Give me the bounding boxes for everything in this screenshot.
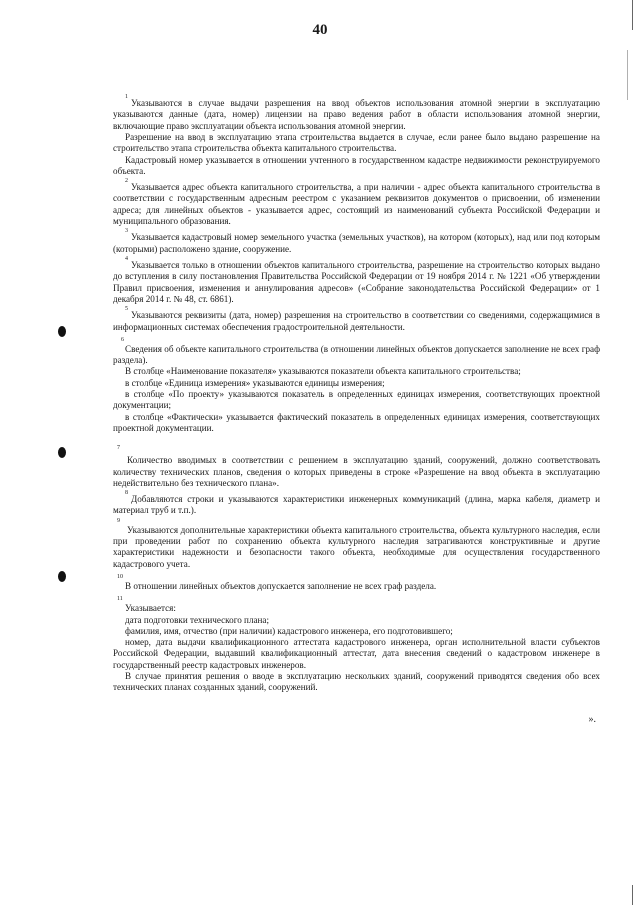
- footnote-2-text: $^2$Указывается адрес объекта капитального строительства, а при наличии - адрес объекта капитального строительства в соответствии с государственным адресным реестром с указанием реквизитов документов о присвоении, об изменении адреса; для линейных объектов - указывается адрес, состоящий из наименований субъекта Российской Федерации и муниципального образования.: [113, 178, 600, 227]
- footnote-9-marker: 9: [117, 517, 120, 524]
- scan-edge-line: [627, 50, 628, 100]
- footnote-6-paragraph: в столбце «Единица измерения» указываются единицы измерения;: [125, 377, 385, 388]
- footnote-11-paragraph: В случае принятия решения о вводе в эксплуатацию нескольких зданий, сооружений приводятся сведения обо всех технических планах созданных зданий, сооружений.: [113, 671, 600, 693]
- footnote-3-text: $^3$Указывается кадастровый номер земельного участка (земельных участков), на котором (которых), над или под которым (которыми) расположено здание, сооружение.: [113, 228, 600, 254]
- footnote-10-marker: 10: [117, 573, 123, 580]
- footnote-3-marker: 3: [125, 228, 128, 235]
- scan-edge-line: [632, 0, 634, 30]
- footnote-6-marker: 6: [121, 336, 124, 343]
- footnote-11-paragraph: Указывается:: [125, 603, 176, 614]
- footnote-6-paragraph: в столбце «По проекту» указываются показатель в определенных единицах измерения, соответствующих проектной документации;: [113, 389, 600, 411]
- footnote-7-marker: 7: [117, 445, 120, 452]
- footnote-4-text: $^4$Указывается только в отношении объектов капитального строительства, разрешение на строительство которых выдано до вступления в силу постановления Правительства Российской Федерации от 19 ноября 2014 г. № 1221 «Об утверждении Правил присвоения, изменения и аннулирования адресов» («Собрание законодательства Российской Федерации» от 1 декабря 2014 г. № 48, ст. 6861).: [113, 256, 600, 304]
- footnote-8-text: $^8$Добавляются строки и указываются характеристики инженерных коммуникаций (длина, марка кабеля, диаметр и материал труб и т.п.).: [113, 490, 600, 516]
- footnote-1-paragraph: Кадастровый номер указывается в отношении учтенного в государственном кадастре недвижимости реконструируемого объекта.: [113, 154, 600, 176]
- footnote-11-marker: 11: [117, 596, 123, 603]
- footnote-6-paragraph: в столбце «Фактически» указывается фактический показатель в определенных единицах измерения, соответствующих проектной документации.: [113, 411, 600, 433]
- footnote-6-paragraph: В столбце «Наименование показателя» указываются показатели объекта капитального строительства;: [125, 366, 521, 377]
- footnote-10-paragraph: В отношении линейных объектов допускается заполнение не всех граф раздела.: [125, 580, 437, 591]
- punch-hole-icon: [58, 571, 66, 582]
- footnote-11-paragraph: дата подготовки технического плана;: [125, 614, 270, 625]
- footnote-1-marker: 1: [125, 94, 128, 100]
- footnote-8-marker: 8: [125, 490, 128, 497]
- footnote-7-paragraph: Количество вводимых в соответствии с решением в эксплуатацию зданий, сооружений, должно соответствовать количеству технических планов, сведения о которых приведены в строке «Разрешение на ввод объекта в эксплуатацию недействительно без технического плана».: [113, 455, 600, 488]
- footnote-9-paragraph: Указываются дополнительные характеристики объекта капитального строительства, объекта культурного наследия, если при проведении работ по сохранению объекта культурного наследия затрагиваются конструктивные и другие характеристики надежности и безопасности такого объекта, необходимые для осуществления государственного кадастрового учета.: [113, 524, 600, 569]
- closing-quote-mark: ».: [588, 713, 596, 725]
- punch-hole-icon: [58, 447, 66, 458]
- footnote-11-paragraph: фамилия, имя, отчество (при наличии) кадастрового инженера, его подготовившего;: [125, 625, 453, 636]
- punch-hole-icon: [58, 326, 66, 337]
- footnote-2-marker: 2: [125, 178, 128, 185]
- footnote-11-paragraph: номер, дата выдачи квалификационного аттестата кадастрового инженера, орган исполнительной власти субъектов Российской Федерации, выдавший квалификационный аттестат, дата внесения сведений о кадастровом инженере в государственный реестр кадастровых инженеров.: [113, 637, 600, 670]
- scan-edge-line: [632, 885, 634, 905]
- footnotes-body: [113, 96, 600, 725]
- page-number: 40: [312, 22, 328, 38]
- footnote-4-marker: 4: [125, 256, 128, 262]
- footnote-6-paragraph: Сведения об объекте капитального строительства (в отношении линейных объектов допускается заполнение не всех граф раздела).: [113, 343, 600, 366]
- footnote-1-text: $^1$Указываются в случае выдачи разрешения на ввод объектов использования атомной энергии в эксплуатацию указываются данные (дата, номер) лицензии на право ведения работ в области использования атомной энергии, включающие право эксплуатации объекта использования атомной энергии.: [113, 94, 600, 131]
- footnote-5-marker: 5: [125, 306, 128, 313]
- footnote-5-text: $^5$Указываются реквизиты (дата, номер) разрешения на строительство в соответствии со сведениями, содержащимися в информационных системах обеспечения градостроительной деятельности.: [113, 306, 600, 332]
- footnote-1-paragraph: Разрешение на ввод в эксплуатацию этапа строительства выдается в случае, если ранее было выдано разрешение на строительство этапа строительства объекта капитального строительства.: [113, 131, 600, 154]
